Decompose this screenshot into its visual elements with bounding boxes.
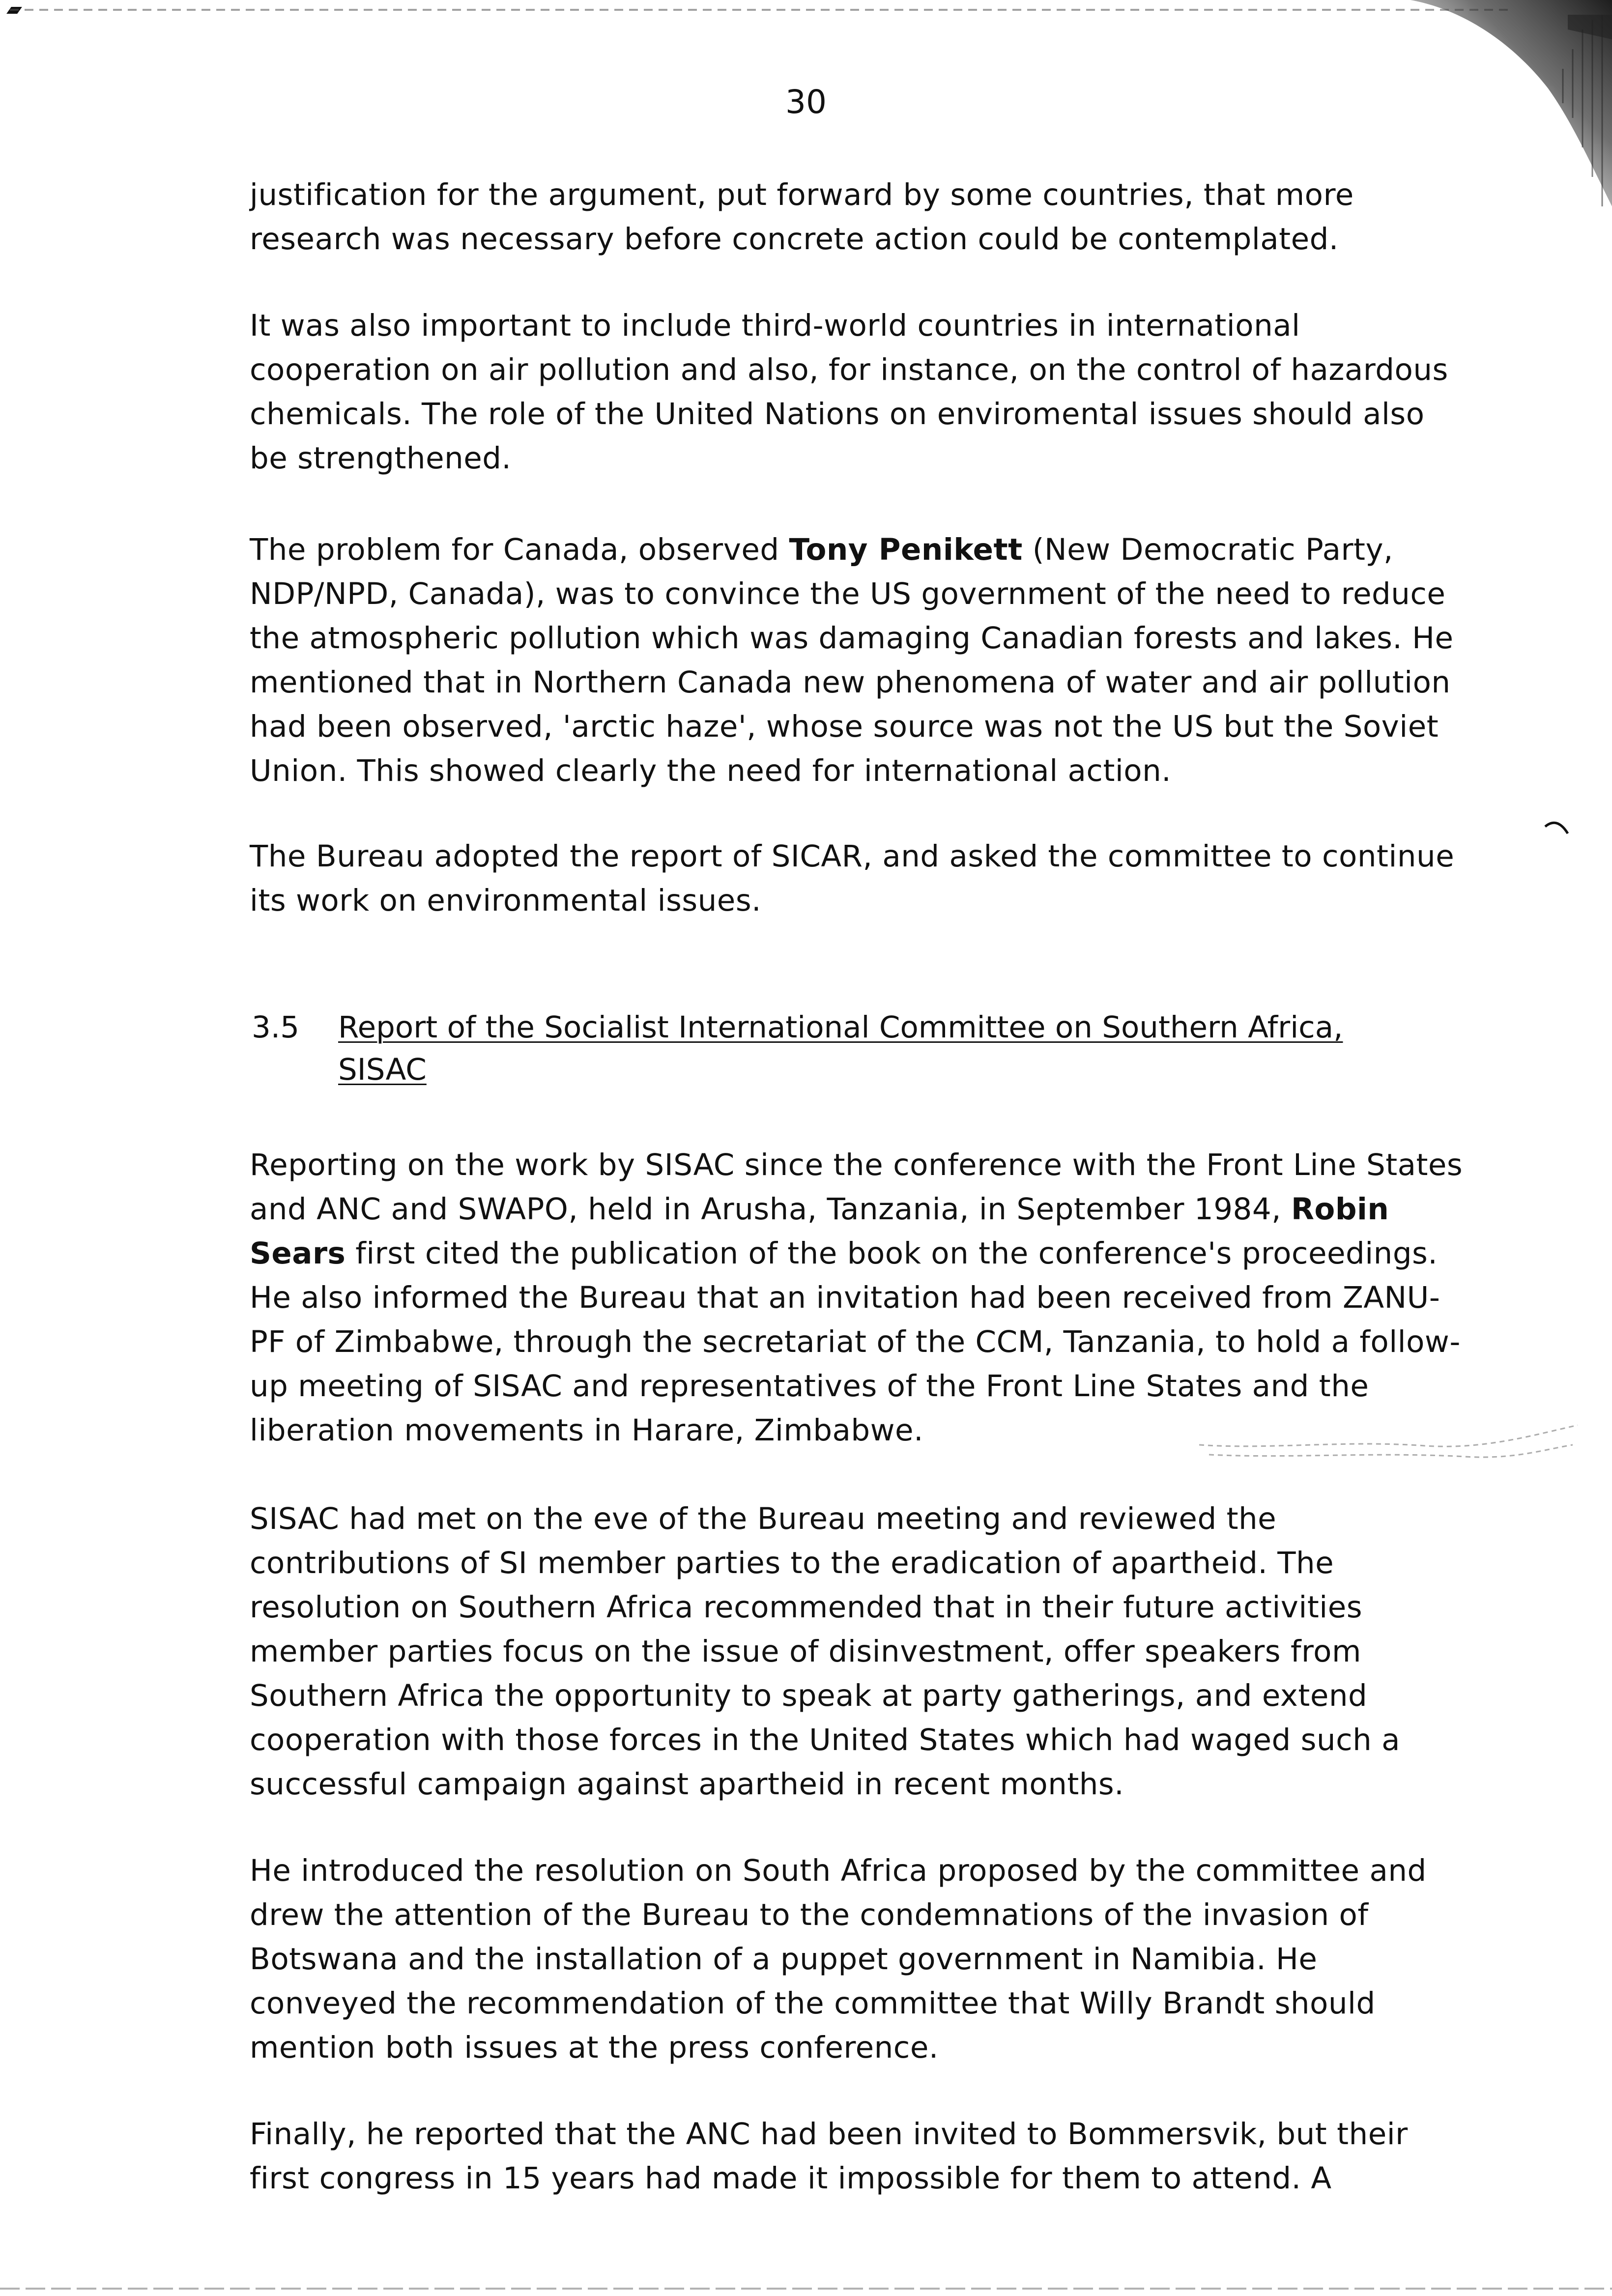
paragraph-5 <box>250 1143 1468 1453</box>
bottom-scan-rule <box>0 2288 1612 2290</box>
section-heading-line-2 <box>252 1049 1470 1091</box>
speaker-name-robin-sears: Robin Sears <box>250 1192 1389 1271</box>
top-scan-rule <box>10 9 1509 11</box>
scan-smudge-artifact <box>1189 1415 1583 1469</box>
section-heading-line-1 <box>252 1006 1470 1049</box>
paragraph-4: The Bureau adopted the report of SICAR, and asked the committee to continue its work on environmental issues. <box>250 839 1455 918</box>
page-number: 30 <box>785 83 827 121</box>
paragraph-3 <box>250 528 1468 793</box>
speaker-name-tony-penikett: Tony Penikett <box>789 532 1023 567</box>
section-title: Report of the Socialist International Committee on Southern Africa, <box>338 1010 1343 1045</box>
section-acronym: SISAC <box>338 1052 427 1087</box>
paragraph-3-text-end: (New Democratic Party, NDP/NPD, Canada), was to convince the US government of the need to reduce the atmospheric pollution which was damaging Canadian forests and lakes. He mentioned that in Northern Canada new phenomena of water and air pollution had been observed, 'arctic haze', whose source was not the US but the Soviet Union. This showed clearly the need for international action. <box>250 532 1454 788</box>
paragraph-5-text-start: Reporting on the work by SISAC since the conference with the Front Line States and ANC and SWAPO, held in Arusha, Tanzania, in September 1984, <box>250 1148 1463 1227</box>
paragraph-8: Finally, he reported that the ANC had been invited to Bommersvik, but their first congress in 15 years had made it impossible for them to attend. A <box>250 2117 1408 2196</box>
paragraph-5-text-end: first cited the publication of the book on the conference's proceedings. He also informed the Bureau that an invitation had been received from ZANU-PF of Zimbabwe, through the secretariat of the CCM, Tanzania, to hold a follow-up meeting of SISAC and representatives of the Front Line States and the liberation movements in Harare, Zimbabwe. <box>250 1236 1461 1448</box>
paragraph-7: He introduced the resolution on South Africa proposed by the committee and drew the attention of the Bureau to the condemnations of the invasion of Botswana and the installation of a puppet government in Namibia. He conveyed the recommendation of the committee that Willy Brandt should mention both issues at the press conference. <box>250 1853 1427 2065</box>
section-number: 3.5 <box>252 1010 300 1045</box>
paragraph-1: justification for the argument, put forward by some countries, that more research was necessary before concrete action could be contemplated. <box>250 177 1354 257</box>
paragraph-6: SISAC had met on the eve of the Bureau meeting and reviewed the contributions of SI member parties to the eradication of apartheid. The resolution on Southern Africa recommended that in their future activities member parties focus on the issue of disinvestment, offer speakers from Southern Africa the opportunity to speak at party gatherings, and extend cooperation with those forces in the United States which had waged such a successful campaign against apartheid in recent months. <box>250 1501 1401 1802</box>
paragraph-3-text-start: The problem for Canada, observed <box>250 532 789 567</box>
margin-mark <box>1543 820 1573 839</box>
paragraph-2: It was also important to include third-world countries in international cooperation on air pollution and also, for instance, on the control of hazardous chemicals. The role of the United Nations on enviromental issues should also be strengthened. <box>250 308 1448 476</box>
section-heading <box>252 1006 1470 1091</box>
